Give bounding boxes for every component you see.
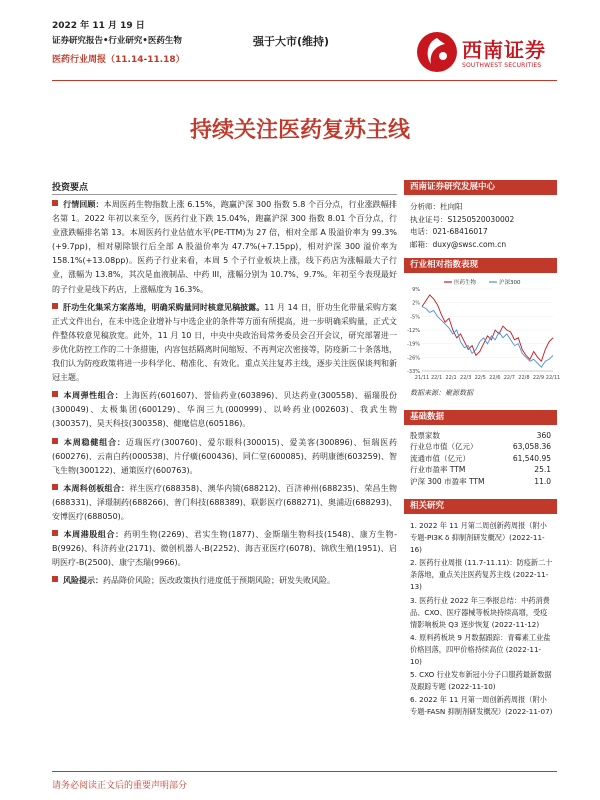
y-tick-label: 9% xyxy=(412,287,420,293)
license-number: 执业证号：S1250520030002 xyxy=(410,214,515,224)
legend-label: 沪深300 xyxy=(499,280,521,286)
x-tick-label: 22/3 xyxy=(460,375,472,381)
header-divider xyxy=(52,80,557,81)
x-tick-label: 22/5 xyxy=(474,375,486,381)
list-item[interactable]: 6. 2022 年 11 月第一周创新药周报（附小专题-FASN 抑制剂研发概况）(2022-11-07) xyxy=(410,695,553,717)
section-title: 投资要点 xyxy=(52,183,89,193)
logo-emblem-icon xyxy=(415,30,459,74)
y-tick-label: -5% xyxy=(410,314,420,321)
x-tick-label: 22/1 xyxy=(430,375,443,381)
chart-title-bar: 行业相对指数表现 xyxy=(404,258,557,273)
y-tick-label: -26% xyxy=(407,355,420,362)
y-tick-label: -12% xyxy=(407,328,420,334)
y-tick-label: 2% xyxy=(412,300,420,307)
paragraph-market-review: 行情回顾：本周医药生物指数上涨 6.15%，跑赢沪深 300 指数 5.8 个百分点，行业涨跌幅排名第 1。2022 年初以来至今，医药行业下跌 15.04%，跑赢沪深 300 指数 8.01 个百分点，行业涨跌幅排名第 13。本周医药行业估值水平(PE-TTM)为 27 倍，相对全部 A 股溢价率为 99.3%(+9.7pp)，相对剔除银行后全部 A 股溢价率为 47.7%(+7.15pp)，相对沪深 300 溢价率为 158.1%(+13.08pp)。医药子行业来看，本周 5 个子行业板块上涨，线下药店为涨幅最大子行业，涨幅为 13.8%，其次是血液制品、中药 III，涨幅分别为 10.7%、9.7%。年初至今表现最好的子行业是线下药店，上涨幅度为 16.3%。 xyxy=(52,200,398,294)
page-title: 持续关注医药复苏主线 xyxy=(189,117,410,143)
table-row: 流通市值（亿元） 61,540.95 xyxy=(410,453,551,463)
bullet-icon xyxy=(52,391,58,397)
x-tick-label: 22/7 xyxy=(503,375,515,381)
research-center-bar: 西南证券研究发展中心 xyxy=(404,180,557,195)
paragraph-procurement: 肝功生化集采方案落地，明确采购量同时核意见稿披露。11 月 14 日，肝功生化带量采购方案正式文件出台，在未中选企业增补与中选企业的条件等方面有所提高，进一步明确采购量，正式文件整体较意见稿放宽。此外，11 月 10 日，中央中央政治局常务委员会召开会议，研究部署进一步优化防控工作的二十条措施，内容包括隔离时间缩短、不再判定次密接等，防疫新二十条落地，我们认为防疫政策将进一步科学化、精准化、有效化。重点关注复苏主线，逐步关注医保谈判和新冠主题。 xyxy=(52,302,397,383)
bullet-icon xyxy=(52,576,58,582)
related-research-list xyxy=(404,520,557,719)
legend-label: 医药生物 xyxy=(454,280,477,286)
footer-disclaimer: 请务必阅读正文后的重要声明部分 xyxy=(52,781,188,791)
x-tick-label: 21/11 xyxy=(414,375,430,381)
related-research-bar: 相关研究 xyxy=(404,499,557,514)
paragraph-elastic-portfolio: 本周弹性组合：上海医药(601607)、誉仙药业(603896)、贝达药业(300558)、福瑞股份(300049)、太极集团(600129)、华润三九(000999)、以岭药业(002603)、我武生物(300357)、昊天科技(300358)、健麾信息(605186)。 xyxy=(52,391,398,429)
bullet-icon xyxy=(52,484,58,490)
bullet-icon xyxy=(52,303,58,309)
analyst-info xyxy=(404,195,557,255)
relative-index-chart xyxy=(404,275,561,387)
paragraph-star-portfolio: 本周科创板组合：祥生医疗(688358)、澳华内镜(688212)、百济神州(688235)、荣昌生物(688331)、泽璟制药(688266)、普门科技(688389)、联影医疗(688271)、奥浦迈(688293)、安博医疗(688050)。 xyxy=(52,483,397,521)
chart-source: 数据来源：聚源数据 xyxy=(410,389,473,397)
logo-english: SOUTHWEST SECURITIES xyxy=(462,62,542,69)
logo-name: 西南证券 xyxy=(462,38,546,62)
phone: 电话：021-68416017 xyxy=(410,227,488,236)
table-row: 行业总市值（亿元） 63,058.36 xyxy=(410,442,551,452)
table-row: 行业市盈率 TTM 25.1 xyxy=(410,465,551,475)
list-item[interactable]: 1. 2022 年 11 月第二周创新药周报（附小专题-PI3K δ 抑制剂研发概况）(2022-11-16) xyxy=(410,521,547,555)
report-type: 医药行业周报（11.14-11.18） xyxy=(52,55,185,65)
basic-data-bar: 基础数据 xyxy=(404,410,557,425)
rating: 强于大市(维持) xyxy=(253,35,330,48)
report-category: 证券研究报告•行业研究•医药生物 xyxy=(52,36,182,46)
right-sidebar xyxy=(404,180,561,720)
company-logo xyxy=(415,30,459,78)
list-item[interactable]: 2. 医药行业周报 (11.7-11.11)：防疫新二十条落地，重点关注医药复苏主线 (2022-11-13) xyxy=(410,558,553,592)
list-item[interactable]: 5. CXO 行业发布新冠小分子口服药最新数据及跟踪专题 (2022-11-10) xyxy=(410,670,552,692)
list-item[interactable]: 3. 医药行业 2022 年三季报总结：中药消费品、CXO、医疗器械等板块持续高增，受疫情影响板块 Q3 逐步恢复 (2022-11-12) xyxy=(410,595,550,629)
bullet-icon xyxy=(52,530,58,536)
table-row: 股票家数 360 xyxy=(410,430,551,440)
table-row: 沪深 300 市盈率 TTM 11.0 xyxy=(410,476,551,486)
paragraph-risk: 风险提示：药品降价风险；医改政策执行进度低于预期风险；研发失败风险。 xyxy=(52,574,397,588)
key-points xyxy=(52,198,397,588)
email[interactable]: 邮箱：duxy@swsc.com.cn xyxy=(410,239,507,249)
footer-divider xyxy=(52,771,557,772)
y-tick-label: -19% xyxy=(407,341,420,348)
list-item[interactable]: 4. 原料药板块 9 月数据跟踪：青霉素工业盐价格回落，四甲价格持续高位 (2022-11-10) xyxy=(410,632,551,667)
paragraph-hk-portfolio: 本周港股组合：药明生物(2269)、君实生物(1877)、金斯瑞生物科技(1548)、康方生物-B(9926)、科济药业(2171)、微创机器人-B(2252)、海吉亚医疗(6078)、锦欣生殖(1951)、启明医疗-B(2500)、康宁杰瑞(9966)。 xyxy=(52,530,397,568)
y-tick-label: -33% xyxy=(407,369,420,375)
analyst-name: 分析师：杜向阳 xyxy=(410,202,463,211)
section-divider xyxy=(52,194,397,195)
x-tick-label: 22/1 xyxy=(445,375,457,381)
x-tick-label: 22/9 xyxy=(532,375,545,381)
bullet-icon xyxy=(52,200,58,206)
x-tick-label: 22/11 xyxy=(545,375,561,381)
x-tick-label: 22/8 xyxy=(518,375,530,381)
bullet-icon xyxy=(52,438,58,444)
series-line-1 xyxy=(422,295,553,361)
basic-data-table xyxy=(410,430,551,488)
paragraph-stable-portfolio: 本周稳健组合：迈瑞医疗(300760)、爱尔眼科(300015)、爱美客(300896)、恒瑞医药(600276)、云南白药(000538)、片仔癀(600436)、同仁堂(600085)、药明康德(603259)、智飞生物(300122)、通策医疗(600763)。 xyxy=(52,437,398,475)
report-date: 2022 年 11 月 19 日 xyxy=(52,21,145,31)
x-tick-label: 22/6 xyxy=(489,375,501,381)
